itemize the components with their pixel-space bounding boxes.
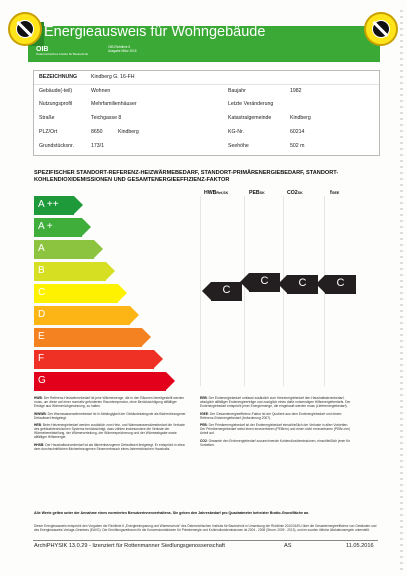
info-value-city: Kindberg (118, 129, 139, 135)
column-label: CO2 (287, 190, 298, 196)
info-value: 8650 (91, 129, 103, 135)
scale-label: A (38, 243, 45, 254)
column-sub: SK (259, 191, 265, 195)
explanation-paragraph: HHSB: Der Haushaltsstrombedarf ist als flächenbezogener Defaultwert festgelegt. Er entspricht in etwa dem durchschnittlichen flächenbezogenen Stromverbrauch eines österreichischen Haushalts. (34, 442, 185, 451)
explanation-term: PEB (200, 423, 207, 427)
column-header-peb (249, 190, 265, 196)
info-value: Kindberg G. 16-FH (91, 74, 135, 80)
explanation-paragraph: HWB: Der Referenz-Heizwärmebedarf ist jene Wärmemenge, die in den Räumen bereitgestellt werden muss, um diese auf einer normativ geforderten Raumtemperatur, ohne Berücksichtigung allfälliger Erträge aus Wärmerückgewinnung, zu halten. (34, 396, 185, 408)
guideline-info (108, 45, 137, 53)
legal-notice: Dieser Energieausweis entspricht den Vorgaben der Richtlinie 6 „Energieeinsparung und Wärmeschutz“ des Österreichischen Instituts für Bautechnik in Umsetzung der Richtlinie 2010/31/EU über die Gesamtenergieeffizienz von Gebäuden und des Energieausweis-Vorlage-Gesetzes (EAVG). Der Ermittlungszeitraum für die Konversionsfaktoren für Primärenergie und Kohlendioxidemissionen ist 2004 - 2008 (Strom: 2009 - 2013), und es wurden übliche Allokationsregeln unterstellt. (34, 524, 377, 532)
explanation-term: EEB (200, 396, 207, 400)
info-value-right: 60214 (290, 129, 305, 135)
column-label: PEB (249, 190, 260, 196)
explanations-right (200, 396, 352, 450)
explanation-text: Der Primärenergiebedarf ist der Endenergiebedarf einschließlich der Verluste in allen Vorketten. Der Primärenergiebedarf weist einen erneuerbaren (PEBern) und einen nicht erneuerbaren (PEBn.ern) Anteil auf. (200, 423, 351, 435)
rating-value: C (336, 277, 345, 289)
footer-code: AS (284, 543, 292, 549)
section-title: SPEZIFISCHER STANDORT-REFERENZ-HEIZWÄRMEBEDARF, STANDORT-PRIMÄRENERGIEBEDARF, STANDORT-KOHLENDIOXIDEMISSIONEN UND GESAMTENERGIEEFFIZIENZ-FAKTOR (34, 170, 339, 183)
prohibition-icon (372, 20, 390, 38)
info-key: PLZ/Ort (39, 129, 58, 135)
scale-label: A + (38, 221, 53, 232)
explanations-left (34, 396, 186, 454)
rating-marker-peb (240, 273, 280, 292)
explanation-paragraph: fGEE: Der Gesamtenergieeffizienz-Faktor ist der Quotient aus dem Endenergiebedarf und einem Referenz-Endenergiebedarf (Anforderung 2007). (200, 411, 342, 420)
explanation-text: Der Haushaltsstrombedarf ist als flächenbezogener Defaultwert festgelegt. Er entspricht in etwa dem durchschnittlichen flächenbezogenen Stromverbrauch eines österreichischen Haushalts. (34, 442, 185, 451)
explanation-text: Gesamte den Endenergiebedarf zuzurechnende Kohlendioxidemissionen, einschließlich jener für Vorketten. (200, 438, 351, 447)
guideline-edition: Ausgabe März 2015 (108, 49, 137, 53)
info-key: Gebäude(-teil) (39, 88, 73, 94)
info-value: Wohnen (91, 88, 111, 94)
explanation-text: Der Gesamtenergieeffizienz-Faktor ist der Quotient aus dem Endenergiebedarf und einem Referenz-Endenergiebedarf (Anforderung 2007). (200, 411, 342, 420)
column-header-hwb (204, 190, 228, 196)
column-sub: GEE (331, 191, 340, 195)
info-key: Grundstücksnr. (39, 143, 74, 149)
info-row (34, 140, 379, 152)
info-key-right: Letzte Veränderung (228, 101, 274, 107)
rating-value: C (298, 277, 307, 289)
info-row (34, 112, 379, 124)
explanation-term: CO2 (200, 438, 207, 443)
rating-marker-hwb (202, 282, 242, 301)
prohibition-icon (16, 20, 34, 38)
rating-value: C (222, 284, 231, 296)
info-value-right: 502 m (290, 143, 305, 149)
info-key-right: KG-Nr. (228, 129, 244, 135)
oib-logo-subtitle: Österreichisches Institut für Bautechnik (36, 52, 89, 56)
scale-label: D (38, 309, 46, 320)
explanation-term: fGEE (200, 411, 209, 416)
explanation-paragraph: WWWB: Der Warmwasserwärmebedarf ist in Abhängigkeit der Gebäudekategorie als flächenbezogener Defaultwert festgelegt. (34, 411, 186, 420)
info-row (34, 98, 379, 110)
building-info-table (33, 70, 380, 156)
info-value-right: Kindberg (290, 115, 311, 121)
info-value: 173/1 (91, 143, 104, 149)
document-title: Energieausweis für Wohngebäude (44, 24, 266, 40)
scale-label: G (38, 375, 46, 386)
info-key-right: Seehöhe (228, 143, 249, 149)
explanation-paragraph: CO2: Gesamte den Endenergiebedarf zuzurechnende Kohlendioxidemissionen, einschließlich jener für Vorketten. (200, 438, 351, 447)
scale-label: C (38, 287, 46, 298)
footer-software: ArchiPHYSIK 13.0.29 - lizenziert für Rottenmanner Siedlungsgenossenschaft (34, 543, 225, 549)
explanation-text: Der Referenz-Heizwärmebedarf ist jene Wärmemenge, die in den Räumen bereitgestellt werden muss, um diese auf einer normativ geforderten Raumtemperatur, ohne Berücksichtigung allfälliger Erträge aus Wärmerückgewinnung, zu halten. (34, 396, 185, 408)
stamp-seal-left (8, 12, 42, 46)
rating-value: C (260, 275, 269, 287)
explanation-paragraph: EEB: Der Endenergiebedarf umfasst zusätzlich zum Heizenergiebedarf den Haushaltsstrombedarf, abzüglich allfälliger Endenergieerträge und zuzüglich eines dafür notwendigen Hilfsenergiebedarfs. Der Endenergiebedarf entspricht jener Energiemenge, die eingekauft werden muss (Lieferenergiebedarf). (200, 396, 351, 408)
scale-label: E (38, 331, 45, 342)
info-row (34, 71, 379, 83)
info-row (34, 126, 379, 138)
info-key-right: Katastralgemeinde (228, 115, 272, 121)
info-key: Nutzungsprofil (39, 101, 73, 107)
info-value: Teichgasse 8 (91, 115, 122, 121)
normalization-note: Alle Werte gelten unter der Annahme eines normierten Benutzerinnenverhaltens. Sie geben den Jahresbedarf pro Quadratmeter beheizter Brutto-Grundfläche an. (34, 511, 310, 515)
explanation-term: HEB (34, 423, 41, 427)
info-value: Mehrfamilienhäuser (91, 101, 137, 107)
scale-label: A ++ (38, 199, 59, 210)
rating-marker-fgee (316, 275, 356, 294)
column-sub: SK (297, 191, 303, 195)
column-divider (200, 196, 201, 386)
footer-divider (33, 540, 378, 541)
explanation-term: HWB (34, 396, 42, 400)
explanation-term: WWWB (34, 411, 46, 416)
rating-marker-co2 (278, 275, 318, 294)
explanation-paragraph: PEB: Der Primärenergiebedarf ist der Endenergiebedarf einschließlich der Verluste in allen Vorketten. Der Primärenergiebedarf weist einen erneuerbaren (PEBern) und einen nicht erneuerbaren (PEBn.ern) Anteil auf. (200, 423, 351, 435)
info-key: Straße (39, 115, 55, 121)
column-header-co2 (287, 190, 303, 196)
info-key-right: Baujahr (228, 88, 246, 94)
info-key: BEZEICHNUNG (39, 74, 78, 80)
guideline-name: OIB-Richtlinie 6 (108, 45, 131, 49)
column-label: HWB (204, 190, 217, 196)
explanation-paragraph: HEB: Beim Heizenergiebedarf werden zusätzlich zum Heiz- und Warmwasserwärmebedarf die Verluste des gebäudetechnischen Systems berücksichtigt, dazu zählen insbesondere die Verluste der Wärmebereitstellung, der Wärmeverteilung, der Wärmespeicherung und der Wärmeabgabe sowie allfälliger Hilfsenergie. (34, 423, 185, 439)
info-value-right: 1982 (290, 88, 302, 94)
column-header-fgee (330, 190, 339, 196)
scale-label: B (38, 265, 45, 276)
oib-logo-text: OIB (36, 46, 49, 53)
column-sub: Ref,SK (216, 191, 229, 195)
perforation-edge (400, 10, 403, 570)
explanation-text: Der Endenergiebedarf umfasst zusätzlich zum Heizenergiebedarf den Haushaltsstrombedarf, abzüglich allfälliger Endenergieerträge und zuzüglich eines dafür notwendigen Hilfsenergiebedarfs. Der Endenergiebedarf entspricht jener Energiemenge, die eingekauft werden muss (Lieferenergiebedarf). (200, 396, 351, 408)
explanation-text: Der Warmwasserwärmebedarf ist in Abhängigkeit der Gebäudekategorie als flächenbezogener Defaultwert festgelegt. (34, 411, 186, 420)
footer-date: 11.05.2016 (346, 543, 374, 549)
stamp-seal-right (364, 12, 398, 46)
scale-label: F (38, 353, 45, 364)
oib-logo (36, 46, 88, 56)
column-label: f (330, 190, 332, 196)
info-row (34, 85, 379, 97)
explanation-term: HHSB (34, 442, 44, 447)
explanation-text: Beim Heizenergiebedarf werden zusätzlich zum Heiz- und Warmwasserwärmebedarf die Verluste des gebäudetechnischen Systems berücksichtigt, dazu zählen insbesondere die Verluste der Wärmebereitstellung, der Wärmeverteilung, der Wärmespeicherung und der Wärmeabgabe sowie allfälliger Hilfsenergie. (34, 423, 185, 439)
